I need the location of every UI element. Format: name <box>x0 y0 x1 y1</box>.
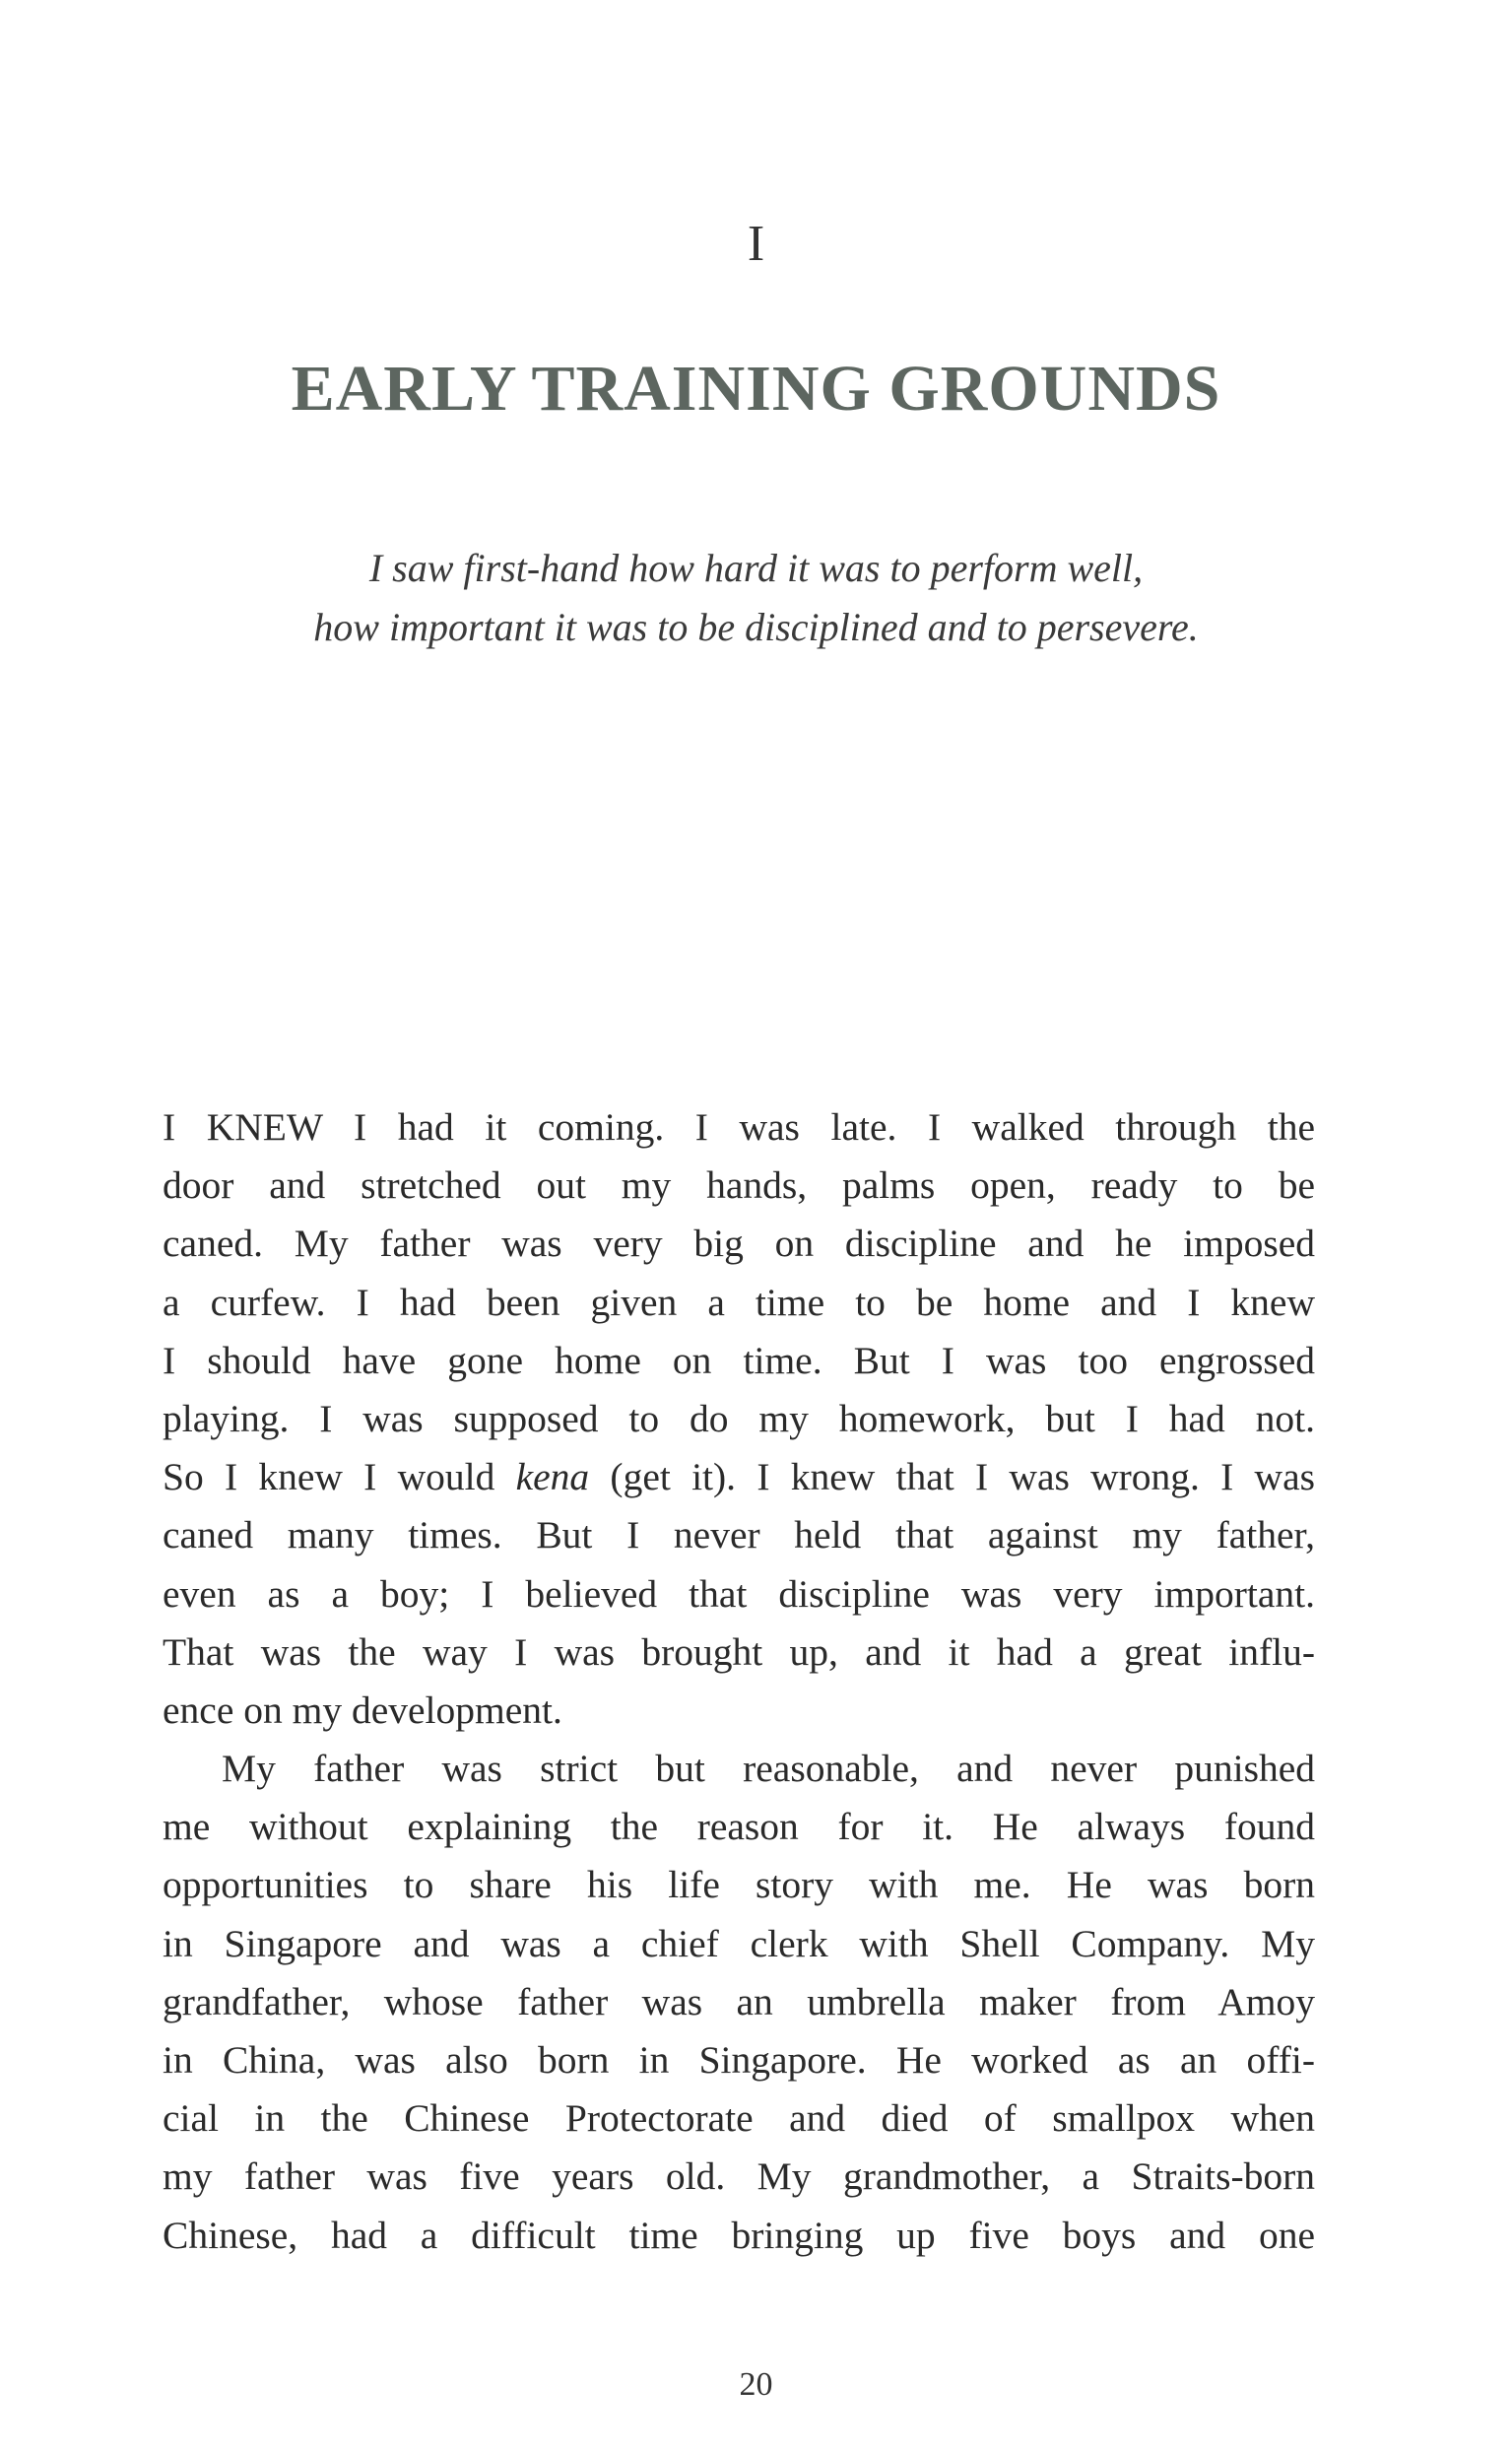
text-line: I should have gone home on time. But I was too engrossed <box>163 1338 1315 1382</box>
text-line: in China, was also born in Singapore. He worked as an offi- <box>163 2038 1315 2082</box>
text-line: ence on my development. <box>163 1688 562 1732</box>
text-line: Chinese, had a difficult time bringing up five boys and one <box>163 2213 1315 2257</box>
epigraph-line: I saw first-hand how hard it was to perform well, <box>368 546 1144 590</box>
paragraph-2 <box>163 1740 1315 2265</box>
text-line: grandfather, whose father was an umbrella maker from Amoy <box>163 1979 1315 2023</box>
text-line: a curfew. I had been given a time to be home and I knew <box>163 1280 1315 1324</box>
text-line: opportunities to share his life story with me. He was born <box>163 1863 1315 1907</box>
chapter-number: I <box>747 216 765 272</box>
text-line: caned. My father was very big on discipline and he imposed <box>163 1222 1315 1266</box>
text-line: even as a boy; I believed that discipline was very important. <box>163 1571 1315 1616</box>
epigraph <box>0 539 1512 657</box>
text-line: My father was strict but reasonable, and never punished <box>222 1747 1315 1791</box>
text-line: I KNEW I had it coming. I was late. I walked through the <box>163 1105 1315 1149</box>
text-line: my father was five years old. My grandmother, a Straits-born <box>163 2154 1315 2199</box>
chapter-title: EARLY TRAINING GROUNDS <box>291 353 1221 425</box>
text-line: So I knew I would kena (get it). I knew that I was wrong. I was <box>163 1455 1315 1499</box>
italic-word: kena <box>515 1455 590 1499</box>
body-text <box>163 1098 1315 2265</box>
paragraph-1 <box>163 1098 1315 1740</box>
text-line: door and stretched out my hands, palms open, ready to be <box>163 1163 1315 1208</box>
text-line: me without explaining the reason for it. He always found <box>163 1805 1315 1849</box>
text-line: caned many times. But I never held that against my father, <box>163 1513 1315 1557</box>
epigraph-line: how important it was to be disciplined and to persevere. <box>313 605 1199 649</box>
text-line: That was the way I was brought up, and it had a great influ- <box>163 1629 1315 1674</box>
text-line: playing. I was supposed to do my homework, but I had not. <box>163 1396 1315 1440</box>
page-number: 20 <box>739 2366 773 2403</box>
text-line: cial in the Chinese Protectorate and died of smallpox when <box>163 2096 1315 2141</box>
text-line: in Singapore and was a chief clerk with Shell Company. My <box>163 1921 1315 1965</box>
